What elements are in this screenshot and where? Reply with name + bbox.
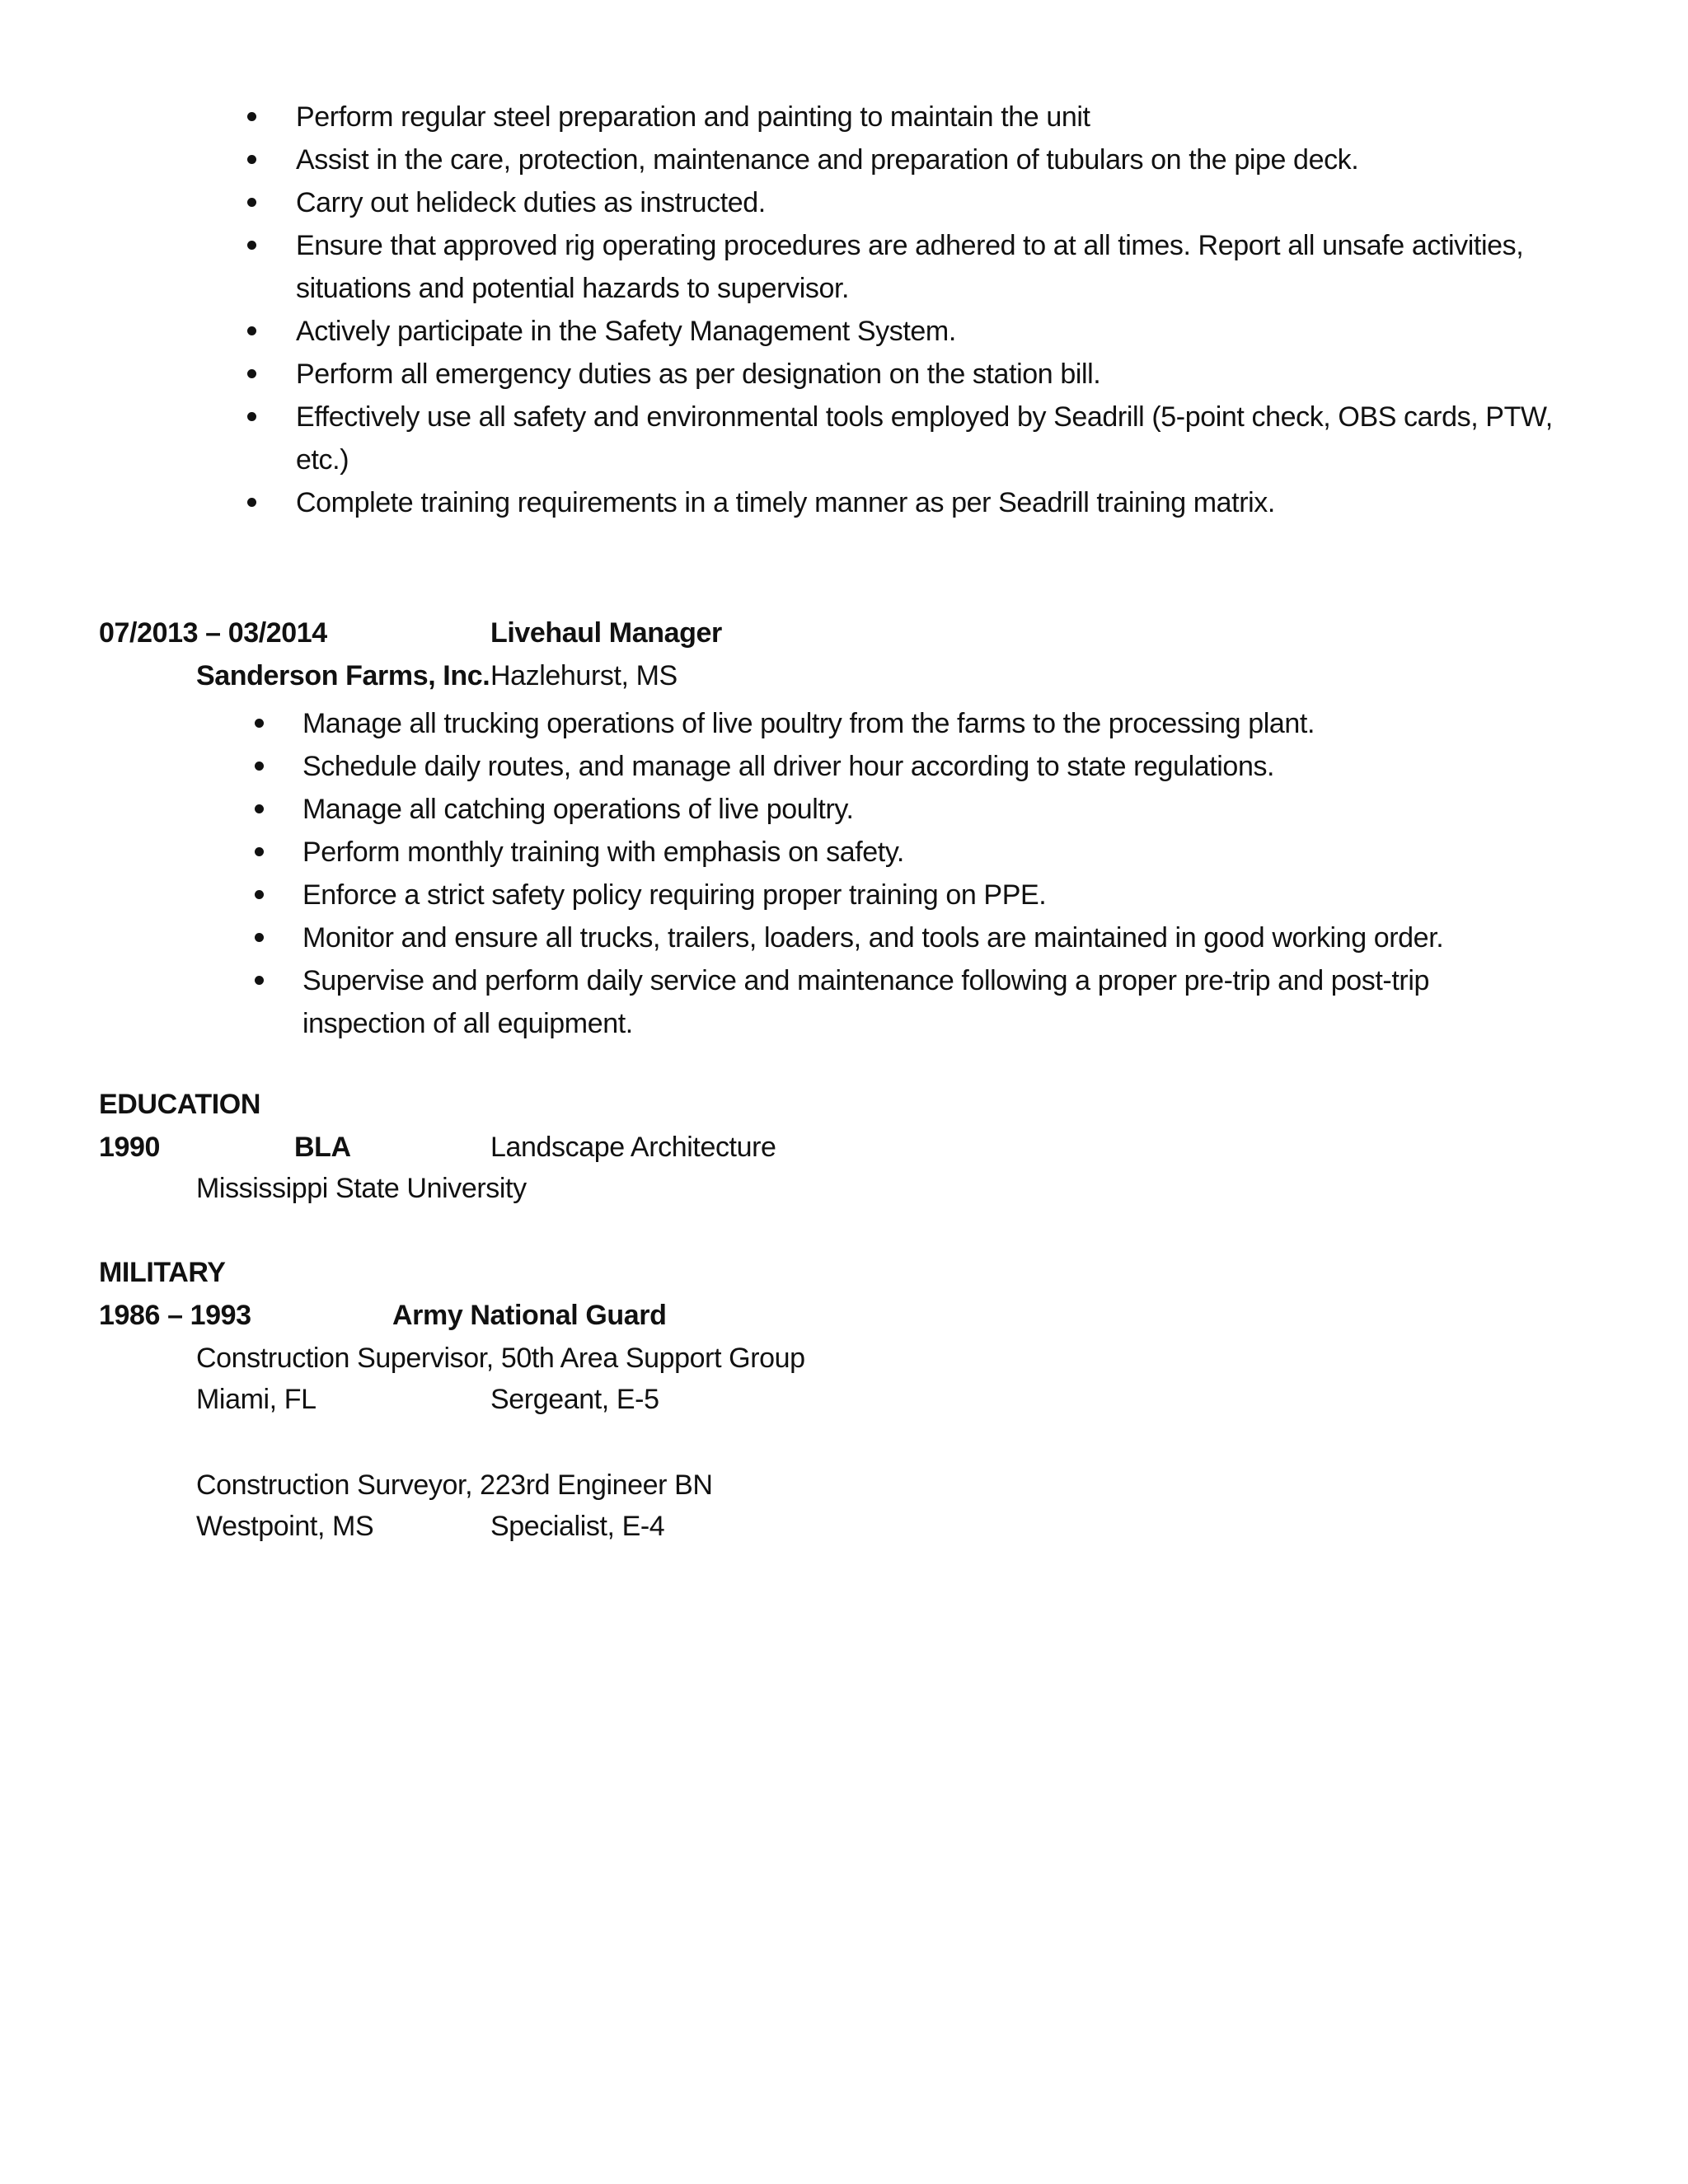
military-role-title: Construction Surveyor, 223rd Engineer BN: [196, 1469, 713, 1501]
bullet-icon: [255, 762, 264, 771]
military-branch: Army National Guard: [392, 1300, 667, 1331]
bullet-item: [0, 396, 1553, 481]
bullet-text: Monitor and ensure all trucks, trailers, loaders, and tools are maintained in good working order.: [302, 922, 1444, 954]
bullet-text: Actively participate in the Safety Management System.: [296, 316, 956, 347]
bullet-item: [0, 745, 1443, 788]
bullet-icon: [247, 155, 256, 164]
bullet-item: [0, 916, 1443, 959]
education-field: Landscape Architecture: [490, 1132, 776, 1163]
bullet-item: [0, 831, 1443, 874]
bullet-icon: [247, 241, 256, 250]
bullet-text: Perform all emergency duties as per designation on the station bill.: [296, 359, 1101, 390]
bullet-text: inspection of all equipment.: [302, 1008, 633, 1039]
bullet-text: Supervise and perform daily service and maintenance following a proper pre-trip and post-trip: [302, 965, 1429, 996]
bullet-icon: [255, 976, 264, 985]
livehaul-location: Hazlehurst, MS: [490, 660, 678, 691]
bullet-text: Carry out helideck duties as instructed.: [296, 187, 766, 218]
bullet-item: [0, 138, 1553, 181]
livehaul-dates: 07/2013 – 03/2014: [99, 617, 327, 649]
military-role-title: Construction Supervisor, 50th Area Support Group: [196, 1343, 805, 1374]
military-dates: 1986 – 1993: [99, 1300, 251, 1331]
bullet-text: Assist in the care, protection, maintenance and preparation of tubulars on the pipe deck.: [296, 144, 1359, 176]
military-role-rank: Sergeant, E-5: [490, 1384, 659, 1415]
livehaul-company: Sanderson Farms, Inc.: [196, 660, 490, 691]
bullet-icon: [255, 890, 264, 899]
bullet-item: [0, 481, 1553, 524]
bullet-icon: [247, 112, 256, 121]
military-heading: MILITARY: [99, 1257, 226, 1288]
bullet-text: Effectively use all safety and environmental tools employed by Seadrill (5-point check, OBS cards, PTW,: [296, 401, 1553, 433]
education-year: 1990: [99, 1132, 161, 1163]
bullet-text: Manage all catching operations of live poultry.: [302, 794, 854, 825]
bullet-item: [0, 788, 1443, 831]
livehaul-job-title: Livehaul Manager: [490, 617, 722, 649]
military-role-rank: Specialist, E-4: [490, 1511, 665, 1542]
bullet-item: [0, 181, 1553, 224]
bullet-text: Manage all trucking operations of live poultry from the farms to the processing plant.: [302, 708, 1315, 739]
bullet-icon: [247, 326, 256, 335]
bullet-item: [0, 310, 1553, 353]
bullet-text: Complete training requirements in a timely manner as per Seadrill training matrix.: [296, 487, 1275, 518]
bullet-text: Enforce a strict safety policy requiring proper training on PPE.: [302, 879, 1047, 911]
bullet-item: [0, 224, 1553, 310]
bullet-icon: [255, 933, 264, 942]
bullet-text: situations and potential hazards to supervisor.: [296, 273, 850, 304]
bullet-icon: [247, 412, 256, 421]
bullet-icon: [255, 847, 264, 856]
bullet-item: [0, 874, 1443, 916]
military-role-place: Miami, FL: [196, 1384, 316, 1415]
bullet-item: [0, 353, 1553, 396]
bullet-icon: [247, 369, 256, 378]
bullet-text: Perform monthly training with emphasis on safety.: [302, 837, 904, 868]
bullet-text: etc.): [296, 444, 349, 476]
bullet-icon: [247, 198, 256, 207]
bullet-text: Schedule daily routes, and manage all driver hour according to state regulations.: [302, 751, 1275, 782]
bullet-text: Perform regular steel preparation and painting to maintain the unit: [296, 101, 1090, 133]
education-school: Mississippi State University: [196, 1173, 527, 1204]
bullet-icon: [247, 498, 256, 507]
education-degree: BLA: [294, 1132, 351, 1163]
military-role-place: Westpoint, MS: [196, 1511, 374, 1542]
bullet-item: [0, 702, 1443, 745]
bullet-text: Ensure that approved rig operating procedures are adhered to at all times. Report all unsafe activities,: [296, 230, 1524, 261]
livehaul-duties-list: [0, 702, 1443, 1045]
bullet-item: [0, 96, 1553, 138]
education-heading: EDUCATION: [99, 1089, 260, 1120]
bullet-icon: [255, 804, 264, 813]
bullet-icon: [255, 719, 264, 728]
bullet-item: [0, 959, 1443, 1045]
rig-duties-list: [0, 96, 1553, 524]
